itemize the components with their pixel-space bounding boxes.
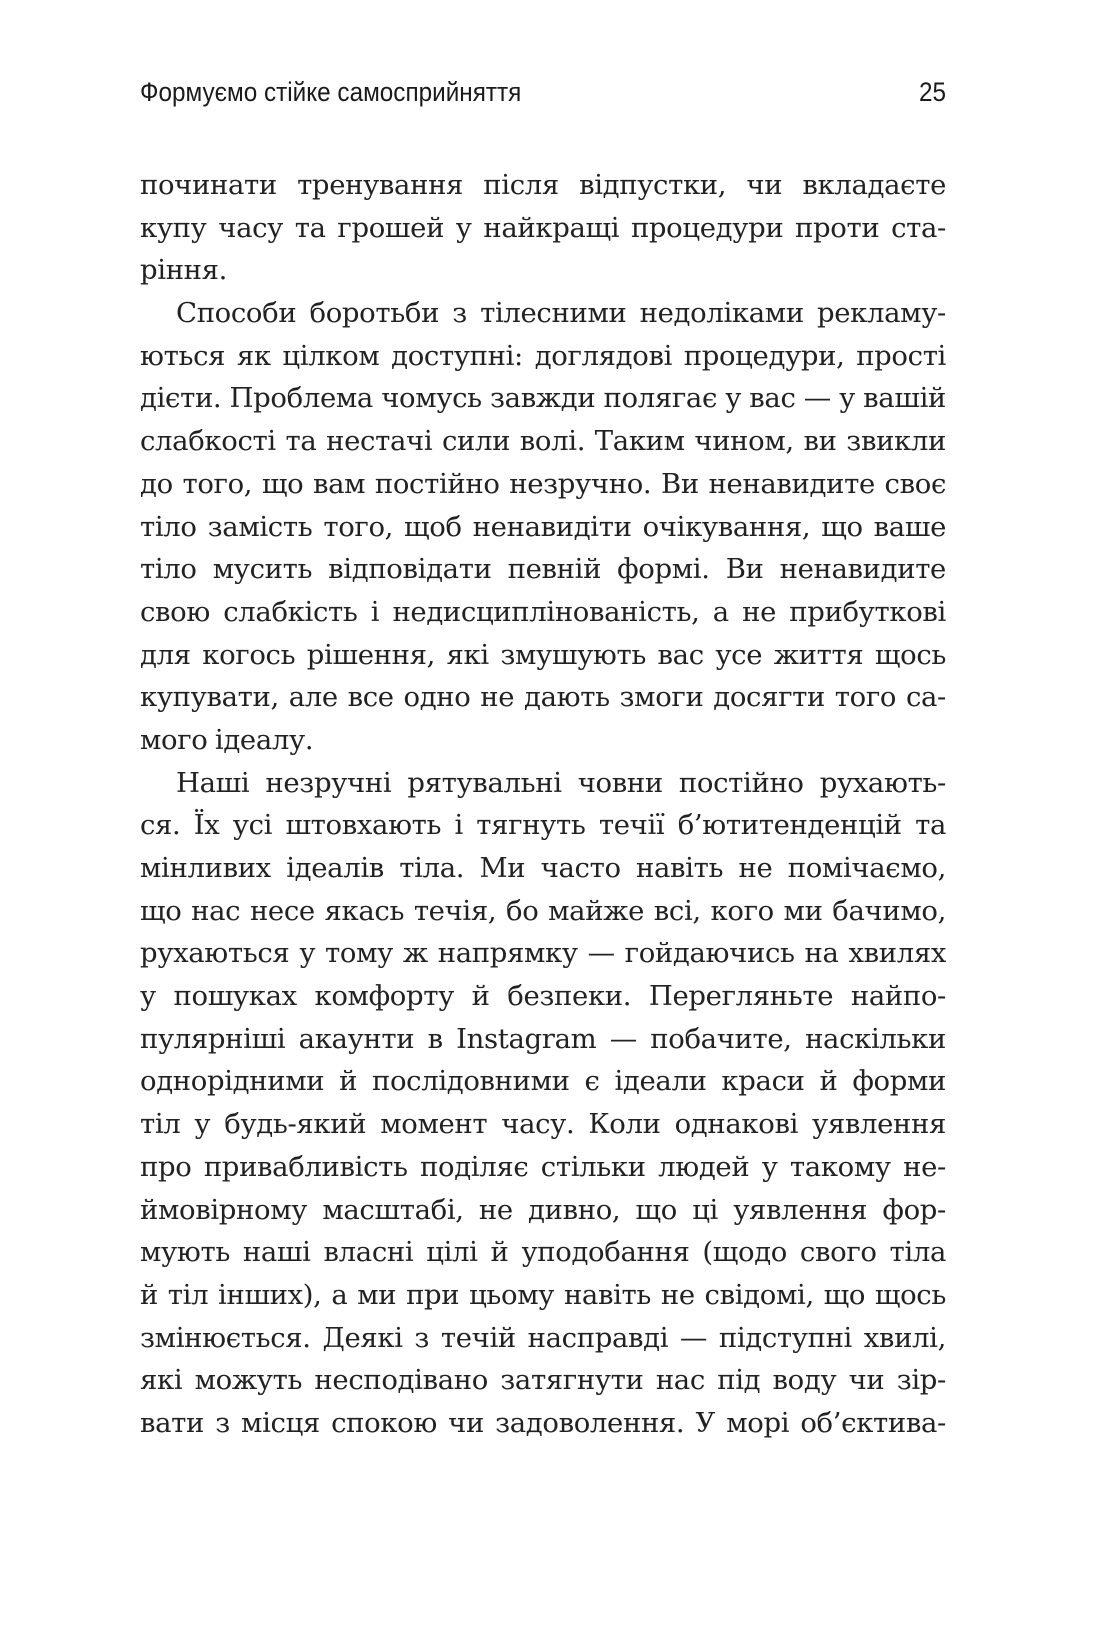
text-line: пулярніші акаунти в Instagram — побачите, наскільки xyxy=(140,1022,946,1055)
text-line: до того, що вам постійно незручно. Ви ненавидите своє xyxy=(140,467,946,500)
text-line: для когось рішення, які змушують вас усе життя щось xyxy=(140,638,946,671)
text-line: мінливих ідеалів тіла. Ми часто навіть не помічаємо, xyxy=(140,852,946,884)
text-line: про привабливість поділяє стільки людей у такому не- xyxy=(140,1150,946,1183)
text-line: тіл у будь-який момент часу. Коли однакові уявлення xyxy=(140,1108,946,1141)
text-line: Способи боротьби з тілесними недоліками рекламу- xyxy=(176,297,946,330)
text-line: ймовірному масштабі, не дивно, що ці уявлення фор- xyxy=(140,1193,946,1226)
text-line: рухаються у тому ж напрямку — гойдаючись на хвилях xyxy=(140,937,946,970)
text-line: слабкості та нестачі сили волі. Таким чином, ви звикли xyxy=(140,425,946,458)
text-line: змінюється. Деякі з течій насправді — підступні хвилі, xyxy=(140,1321,946,1354)
text-line: дієти. Проблема чомусь завжди полягає у вас — у вашій xyxy=(140,382,946,415)
text-line: які можуть несподівано затягнути нас під воду чи зір- xyxy=(140,1364,946,1397)
body-text xyxy=(140,164,946,1445)
text-line: що нас несе якась течія, бо майже всі, кого ми бачимо, xyxy=(140,894,946,927)
text-line: ріння. xyxy=(140,254,228,287)
running-head xyxy=(140,72,946,112)
running-title: Формуємо стійке самосприйняття xyxy=(140,77,522,107)
text-line: однорідними й послідовними є ідеали краси й форми xyxy=(140,1065,946,1098)
text-line: свою слабкість і недисциплінованість, а не прибуткові xyxy=(140,595,946,628)
text-line: купувати, але все одно не дають змоги досягти того са- xyxy=(140,681,946,714)
text-line: й тіл інших), а ми при цьому навіть не свідомі, що щось xyxy=(140,1278,946,1311)
text-line: Наші незручні рятувальні човни постійно рухають- xyxy=(176,766,946,799)
text-line: купу часу та грошей у найкращі процедури проти ста- xyxy=(140,211,946,244)
text-line: тіло замість того, щоб ненавидіти очікування, що ваше xyxy=(140,510,946,543)
text-line: починати тренування після відпустки, чи вкладаєте xyxy=(140,169,946,201)
text-line: ся. Їх усі штовхають і тягнуть течії б’ютитенденцій та xyxy=(140,809,946,842)
page-number: 25 xyxy=(918,77,946,107)
text-line: ються як цілком доступні: доглядові процедури, прості xyxy=(140,339,946,372)
text-line: тіло мусить відповідати певній формі. Ви ненавидите xyxy=(140,553,946,586)
text-line: мують наші власні цілі й уподобання (щодо свого тіла xyxy=(140,1236,946,1269)
text-line: вати з місця спокою чи задоволення. У морі об’єктива- xyxy=(140,1406,946,1439)
text-line: у пошуках комфорту й безпеки. Перегляньте найпо- xyxy=(140,980,946,1013)
text-line: мого ідеалу. xyxy=(140,723,314,756)
